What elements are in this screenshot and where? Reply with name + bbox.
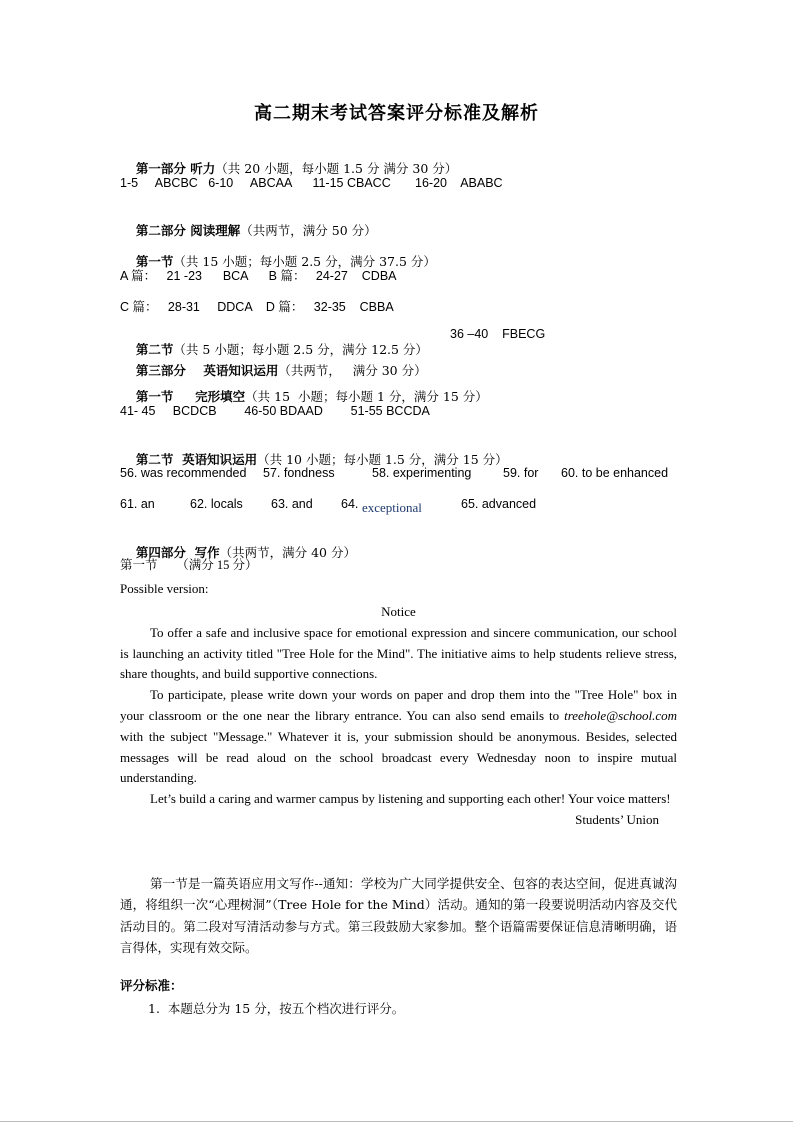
essay-paragraph-2 <box>120 685 677 789</box>
essay-signature: Students’ Union <box>575 811 659 827</box>
part2-section1-heading: 第一节 <box>135 254 174 269</box>
answer-60: 60. to be enhanced <box>561 466 669 480</box>
reading-answers-c-d: C 篇： 28-31 DDCA D 篇： 32-35 CBBA <box>120 300 394 314</box>
part1-heading: 第一部分 听力 <box>135 161 216 176</box>
answer-59: 59. for <box>503 466 539 480</box>
part2-section1-detail: （共 15 小题；每小题 2.5 分，满分 37.5 分） <box>173 254 436 269</box>
essay-paragraph-2-start: To participate, please write down your words on paper and drop them into the "Tree Hole" box in your classroom or the one near the library entrance. You can also send emails to <box>120 687 677 723</box>
answer-61: 61. an <box>120 497 155 511</box>
part1-detail: （共 20 小题，每小题 1.5 分 满分 30 分） <box>215 161 458 176</box>
writing-analysis: 第一节是一篇英语应用文写作--通知：学校为广大同学提供安全、包容的表达空间，促进真诚沟通，将组织一次“心理树洞”（Tree Hole for the Mind）活动。通知的第一段要说明活动内容及交代活动目的。第二段对写清活动参与方式。第三段鼓励大家参加。整个语篇需要保证信息清晰明确，语言得体，实现有效交际。 <box>120 876 677 955</box>
answer-64-number: 64. <box>341 497 359 511</box>
answer-64-word: exceptional <box>362 500 422 515</box>
part3-detail: （共两节， 满分 30 分） <box>278 363 427 378</box>
essay-paragraph-2-end: with the subject "Message." Whatever it is, your submission should be anonymous. Besides, selected messages will be read aloud on the school broadcast every Wednesday noon to inspire mutual understanding. <box>120 728 677 786</box>
part3-section1-heading: 第一节 完形填空 <box>135 389 246 404</box>
answer-56: 56. was recommended <box>120 466 247 480</box>
part2-section2-answers: 36 –40 FBECG <box>450 327 546 341</box>
essay-paragraph-3: Let’s build a caring and warmer campus by listening and supporting each other! Your voice matters! <box>150 791 671 807</box>
contact-email: treehole@school.com <box>564 707 677 723</box>
answer-63: 63. and <box>271 497 313 511</box>
possible-version-label: Possible version: <box>120 581 209 596</box>
part3-section2-detail: （共 10 小题；每小题 1.5 分，满分 15 分） <box>257 452 508 467</box>
part2-detail: （共两节，满分 50 分） <box>240 223 377 238</box>
answer-58: 58. experimenting <box>372 466 472 480</box>
criteria-heading: 评分标准： <box>120 978 183 993</box>
page-title: 高二期末考试答案评分标准及解析 <box>254 103 539 124</box>
cloze-answers: 41- 45 BCDCB 46-50 BDAAD 51-55 BCCDA <box>120 404 430 418</box>
part3-section2-heading: 第二节 英语知识运用 <box>135 452 258 467</box>
part4-section1-label: 第一节 （满分 15 分） <box>120 558 258 572</box>
part2-section2-heading: 第二节 <box>135 342 174 357</box>
answer-57: 57. fondness <box>263 466 335 480</box>
notice-title: Notice <box>381 604 416 619</box>
essay-paragraph-1: To offer a safe and inclusive space for emotional expression and sincere communication, our school is launching an activity titled "Tree Hole for the Mind". The initiative aims to help students relieve stress, share thoughts, and build supportive connections. <box>120 624 677 682</box>
criteria-item-1: 1. 本题总分为 15 分，按五个档次进行评分。 <box>148 1001 405 1016</box>
part4-heading: 第四部分 写作 <box>135 545 220 560</box>
part3-section1-detail: （共 15 小题；每小题 1 分，满分 15 分） <box>245 389 488 404</box>
part1-answers: 1-5 ABCBC 6-10 ABCAA 11-15 CBACC 16-20 ABABC <box>120 176 503 190</box>
model-essay <box>120 602 677 831</box>
part3-heading: 第三部分 英语知识运用 <box>135 363 279 378</box>
answer-62: 62. locals <box>190 497 243 511</box>
reading-answers-a-b: A 篇： 21 -23 BCA B 篇： 24-27 CDBA <box>120 269 397 283</box>
part2-section2-detail: （共 5 小题；每小题 2.5 分，满分 12.5 分） <box>173 342 428 357</box>
part4-detail: （共两节，满分 40 分） <box>219 545 356 560</box>
part2-heading: 第二部分 阅读理解 <box>135 223 241 238</box>
answer-65: 65. advanced <box>461 497 537 511</box>
